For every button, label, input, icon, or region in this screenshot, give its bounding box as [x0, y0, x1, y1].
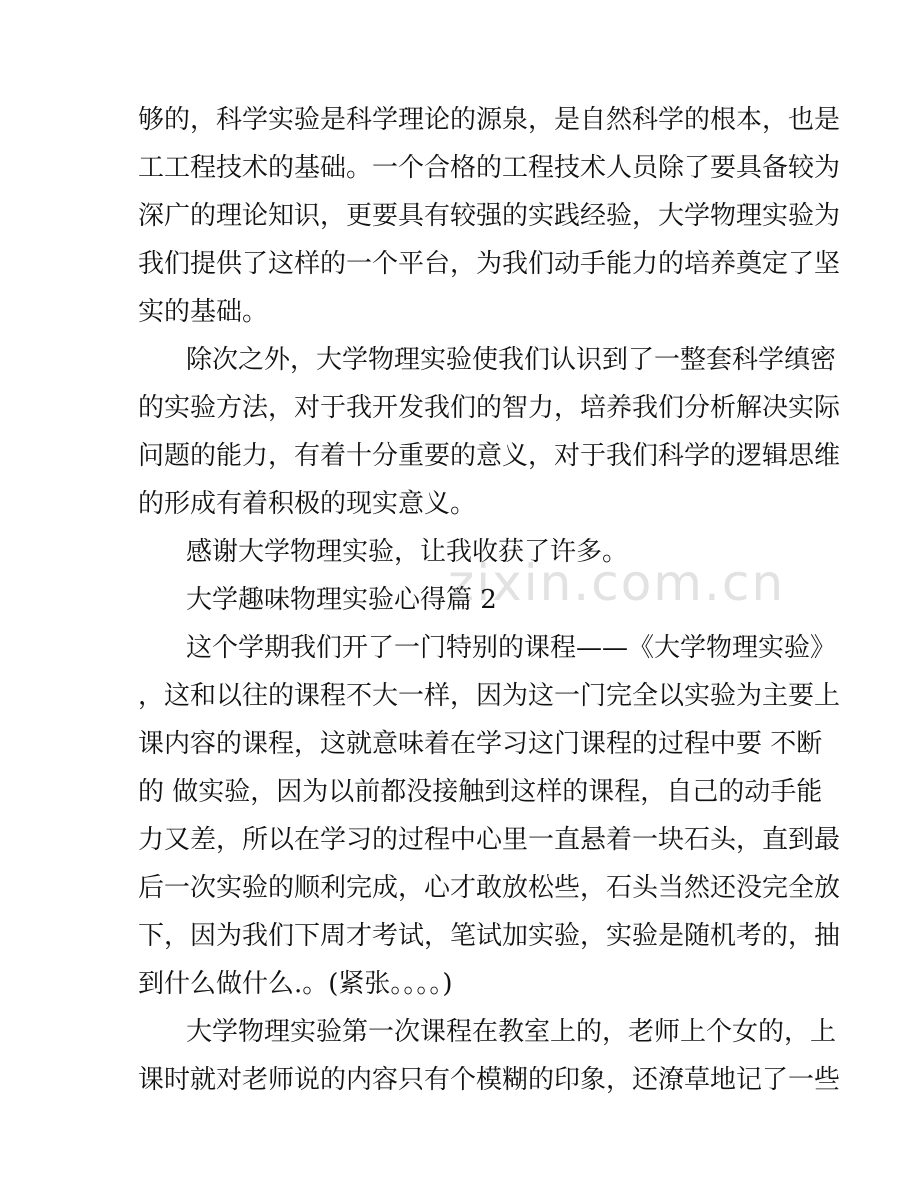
paragraph-4-line-8: 到什么做什么.。(紧张。。。。) — [138, 969, 453, 999]
paragraph-1-line-2: 工工程技术的基础。一个合格的工程技术人员除了要具备较为 — [138, 153, 841, 183]
paragraph-4-line-2: ，这和以往的课程不大一样，因为这一门完全以实验为主要上 — [138, 681, 841, 711]
watermark: zixin.com.cn — [448, 554, 786, 612]
paragraph-3-line-1: 感谢大学物理实验，让我收获了许多。 — [186, 537, 629, 567]
paragraph-4-line-3: 课内容的课程，这就意味着在学习这门课程的过程中要 不断 — [138, 729, 823, 759]
paragraph-1-line-5: 实的基础。 — [138, 297, 269, 327]
paragraph-1-line-3: 深广的理论知识，更要具有较强的实践经验，大学物理实验为 — [138, 201, 841, 231]
paragraph-2-line-4: 的形成有着积极的现实意义。 — [138, 489, 477, 519]
paragraph-2-line-2: 的实验方法，对于我开发我们的智力，培养我们分析解决实际 — [138, 393, 841, 423]
paragraph-4-line-1: 这个学期我们开了一门特别的课程——《大学物理实验》 — [186, 633, 837, 663]
paragraph-5-line-1: 大学物理实验第一次课程在教室上的，老师上个女的，上 — [186, 1017, 837, 1047]
paragraph-1-line-1: 够的，科学实验是科学理论的源泉，是自然科学的根本，也是 — [138, 105, 841, 135]
paragraph-2-line-3: 问题的能力，有着十分重要的意义，对于我们科学的逻辑思维 — [138, 441, 841, 471]
paragraph-4-line-5: 力又差，所以在学习的过程中心里一直悬着一块石头，直到最 — [138, 825, 841, 855]
paragraph-2-line-1: 除次之外，大学物理实验使我们认识到了一整套科学缜密 — [186, 345, 837, 375]
paragraph-5-line-2: 课时就对老师说的内容只有个模糊的印象，还潦草地记了一些 — [138, 1065, 841, 1095]
paragraph-4-line-7: 下，因为我们下周才考试，笔试加实验，实验是随机考的，抽 — [138, 921, 841, 951]
paragraph-4-line-4: 的 做实验，因为以前都没接触到这样的课程，自己的动手能 — [138, 777, 823, 807]
paragraph-4-line-6: 后一次实验的顺利完成，心才敢放松些，石头当然还没完全放 — [138, 873, 841, 903]
paragraph-1-line-4: 我们提供了这样的一个平台，为我们动手能力的培养奠定了坚 — [138, 249, 841, 279]
section-heading: 大学趣味物理实验心得篇 2 — [186, 585, 497, 615]
